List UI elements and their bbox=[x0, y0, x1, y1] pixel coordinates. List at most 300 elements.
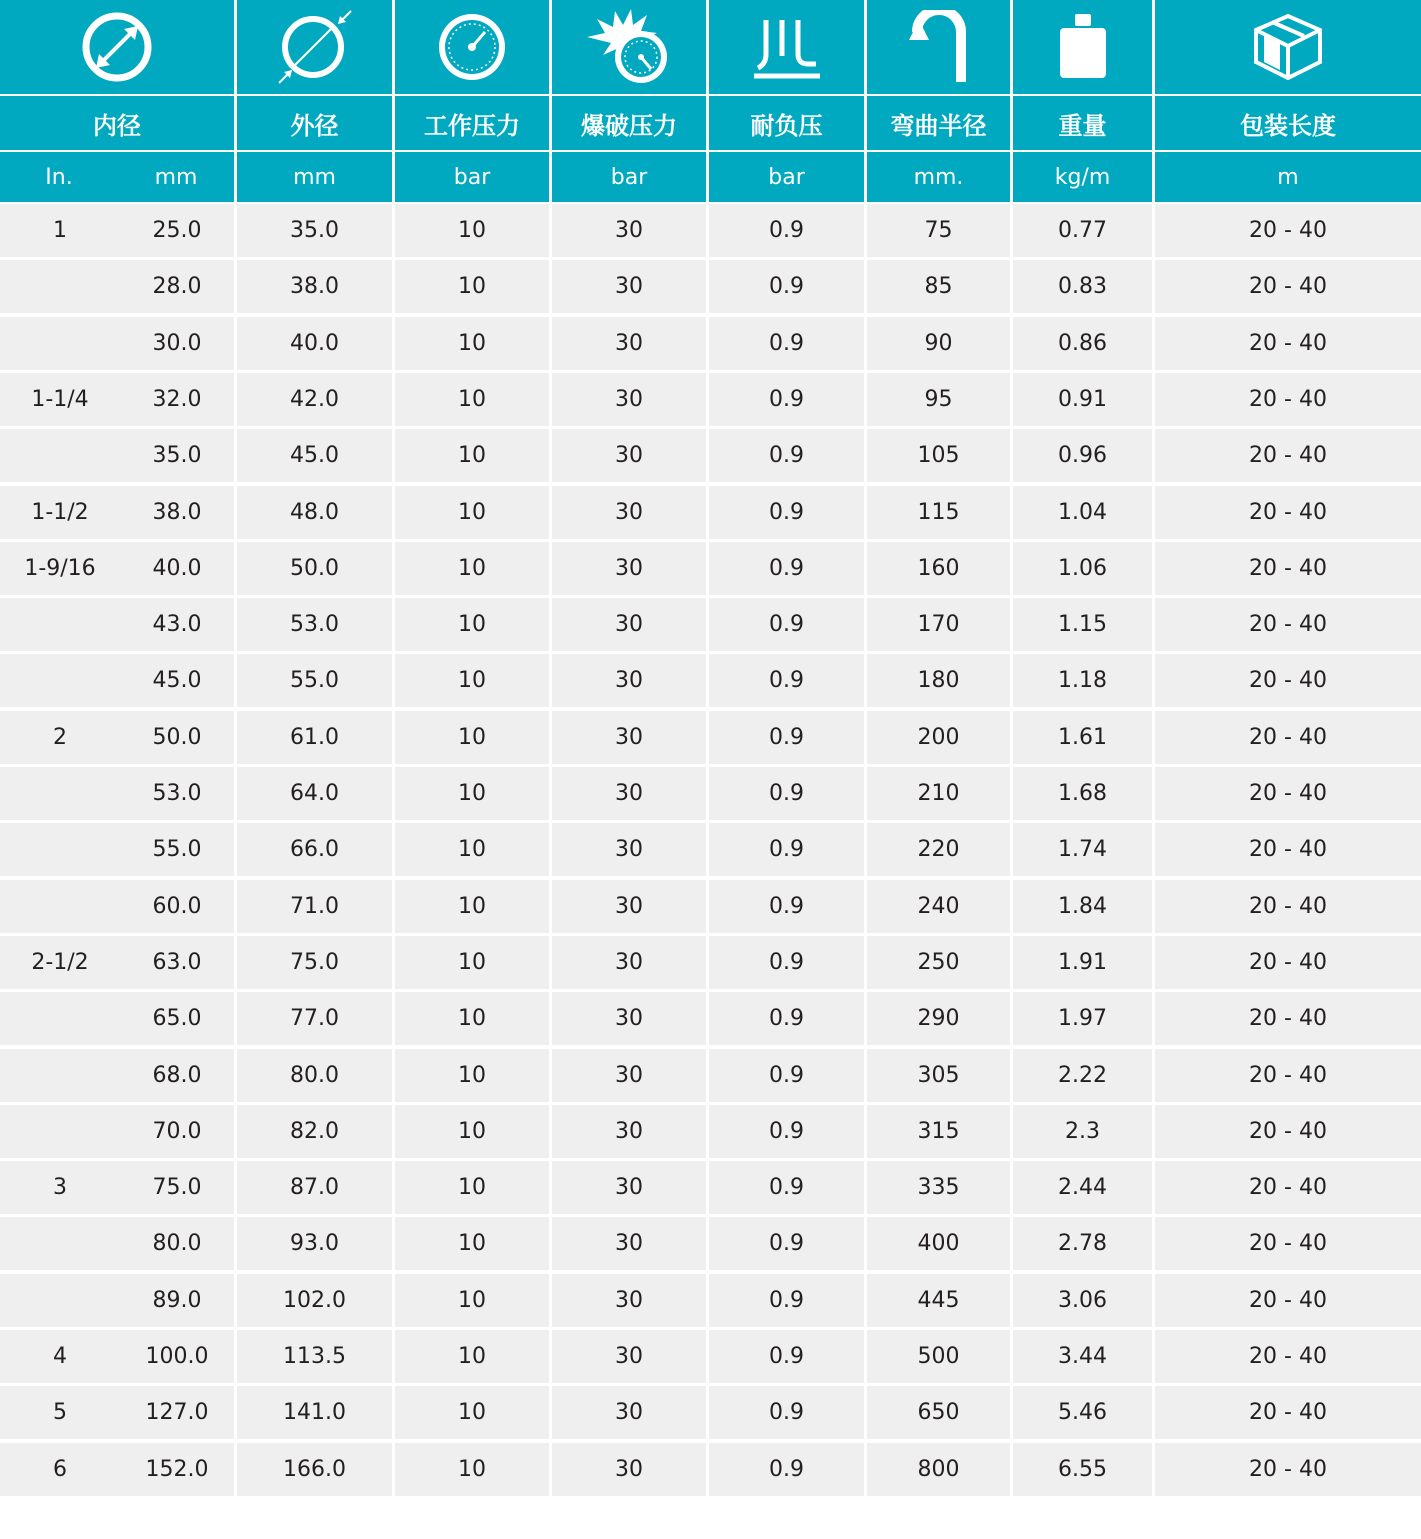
table-cell bbox=[0, 767, 120, 820]
table-cell bbox=[1013, 429, 1152, 482]
table-cell bbox=[1013, 992, 1152, 1045]
table-cell bbox=[552, 1105, 706, 1158]
table-cell bbox=[120, 429, 234, 482]
table-cell bbox=[1155, 936, 1421, 989]
table-cell bbox=[552, 767, 706, 820]
cell-value: 1.84 bbox=[1058, 894, 1107, 919]
table-cell bbox=[1155, 992, 1421, 1045]
cell-value: 1.15 bbox=[1058, 612, 1107, 637]
table-cell bbox=[552, 598, 706, 651]
cell-value: 6.55 bbox=[1058, 1457, 1107, 1482]
column-header-label: 内径 bbox=[93, 111, 141, 140]
table-cell bbox=[552, 936, 706, 989]
table-cell bbox=[395, 767, 549, 820]
inch-size: 1-9/16 bbox=[24, 556, 96, 581]
table-cell bbox=[552, 1443, 706, 1496]
cell-value: 50.0 bbox=[290, 556, 339, 581]
table-cell bbox=[709, 1217, 864, 1270]
table-cell bbox=[867, 880, 1010, 933]
table-cell bbox=[120, 1274, 234, 1327]
header-icon-cell bbox=[709, 0, 864, 94]
table-cell bbox=[395, 711, 549, 764]
cell-value: 85 bbox=[924, 274, 953, 299]
table-cell bbox=[867, 1330, 1010, 1383]
table-cell bbox=[552, 317, 706, 370]
table-cell bbox=[120, 1161, 234, 1214]
table-cell bbox=[709, 1274, 864, 1327]
table-cell bbox=[237, 992, 392, 1045]
cell-value: 38.0 bbox=[152, 500, 202, 525]
column-header-label: 弯曲半径 bbox=[890, 111, 987, 140]
table-cell bbox=[1155, 880, 1421, 933]
cell-value: 30 bbox=[615, 1119, 643, 1144]
table-cell bbox=[1155, 260, 1421, 313]
cell-value: 445 bbox=[917, 1288, 960, 1313]
unit-label: bar bbox=[610, 164, 648, 190]
unit-header bbox=[0, 152, 118, 202]
cell-value: 166.0 bbox=[283, 1457, 346, 1482]
cell-value: 0.9 bbox=[769, 1231, 804, 1256]
cell-value: 40.0 bbox=[152, 556, 202, 581]
cell-value: 200 bbox=[917, 725, 960, 750]
cell-value: 315 bbox=[917, 1119, 960, 1144]
header-icon-cell bbox=[867, 0, 1010, 94]
cell-value: 10 bbox=[458, 1400, 486, 1425]
table-cell bbox=[395, 204, 549, 257]
cell-value: 53.0 bbox=[290, 612, 339, 637]
weight-icon bbox=[1058, 14, 1108, 80]
cell-value: 1.74 bbox=[1058, 837, 1107, 862]
table-cell bbox=[867, 1105, 1010, 1158]
cell-value: 160 bbox=[917, 556, 960, 581]
table-cell bbox=[395, 1274, 549, 1327]
cell-value: 68.0 bbox=[152, 1063, 202, 1088]
table-cell bbox=[709, 1330, 864, 1383]
table-cell bbox=[0, 486, 120, 539]
table-cell bbox=[867, 204, 1010, 257]
table-cell bbox=[709, 204, 864, 257]
cell-value: 1.06 bbox=[1058, 556, 1107, 581]
table-cell bbox=[395, 373, 549, 426]
table-cell bbox=[1013, 1386, 1152, 1439]
cell-value: 30 bbox=[615, 1231, 643, 1256]
column-header bbox=[552, 96, 706, 150]
table-cell bbox=[1013, 1161, 1152, 1214]
table-cell bbox=[867, 992, 1010, 1045]
table-cell bbox=[1155, 204, 1421, 257]
cell-value: 30 bbox=[615, 668, 643, 693]
cell-value: 75.0 bbox=[290, 950, 339, 975]
cell-value: 0.9 bbox=[769, 1344, 804, 1369]
table-cell bbox=[552, 711, 706, 764]
table-cell bbox=[0, 1217, 120, 1270]
cell-value: 10 bbox=[458, 725, 486, 750]
table-cell bbox=[867, 1161, 1010, 1214]
table-cell bbox=[1013, 711, 1152, 764]
cell-value: 400 bbox=[917, 1231, 960, 1256]
table-cell bbox=[120, 204, 234, 257]
table-cell bbox=[120, 654, 234, 707]
cell-value: 64.0 bbox=[290, 781, 339, 806]
table-cell bbox=[120, 823, 234, 876]
cell-value: 20 - 40 bbox=[1249, 443, 1327, 468]
cell-value: 10 bbox=[458, 274, 486, 299]
cell-value: 10 bbox=[458, 443, 486, 468]
table-cell bbox=[552, 992, 706, 1045]
cell-value: 1.61 bbox=[1058, 725, 1107, 750]
cell-value: 20 - 40 bbox=[1249, 894, 1327, 919]
table-cell bbox=[1155, 1217, 1421, 1270]
table-cell bbox=[552, 1330, 706, 1383]
cell-value: 0.9 bbox=[769, 387, 804, 412]
cell-value: 10 bbox=[458, 1344, 486, 1369]
table-cell bbox=[395, 1330, 549, 1383]
table-cell bbox=[120, 598, 234, 651]
cell-value: 1.04 bbox=[1058, 500, 1107, 525]
cell-value: 20 - 40 bbox=[1249, 1231, 1327, 1256]
table-cell bbox=[237, 1386, 392, 1439]
cell-value: 10 bbox=[458, 894, 486, 919]
table-cell bbox=[1013, 317, 1152, 370]
table-cell bbox=[237, 823, 392, 876]
cell-value: 10 bbox=[458, 1457, 486, 1482]
table-cell bbox=[1155, 711, 1421, 764]
cell-value: 30 bbox=[615, 1400, 643, 1425]
table-cell bbox=[120, 936, 234, 989]
table-cell bbox=[552, 1049, 706, 1102]
table-cell bbox=[237, 429, 392, 482]
cell-value: 240 bbox=[917, 894, 960, 919]
unit-label: In. bbox=[45, 164, 73, 190]
table-cell bbox=[120, 992, 234, 1045]
cell-value: 0.9 bbox=[769, 725, 804, 750]
cell-value: 105 bbox=[917, 443, 960, 468]
cell-value: 800 bbox=[917, 1457, 960, 1482]
cell-value: 48.0 bbox=[290, 500, 339, 525]
table-cell bbox=[709, 317, 864, 370]
cell-value: 55.0 bbox=[152, 837, 202, 862]
cell-value: 0.9 bbox=[769, 1175, 804, 1200]
cell-value: 77.0 bbox=[290, 1006, 339, 1031]
table-cell bbox=[709, 1049, 864, 1102]
cell-value: 305 bbox=[917, 1063, 960, 1088]
table-cell bbox=[237, 204, 392, 257]
cell-value: 20 - 40 bbox=[1249, 1119, 1327, 1144]
cell-value: 10 bbox=[458, 1006, 486, 1031]
cell-value: 10 bbox=[458, 387, 486, 412]
table-cell bbox=[1013, 1330, 1152, 1383]
inch-size: 3 bbox=[53, 1175, 67, 1200]
table-cell bbox=[1013, 767, 1152, 820]
unit-label: kg/m bbox=[1054, 164, 1111, 190]
cell-value: 20 - 40 bbox=[1249, 781, 1327, 806]
table-cell bbox=[237, 1105, 392, 1158]
cell-value: 35.0 bbox=[152, 443, 202, 468]
cell-value: 3.06 bbox=[1058, 1288, 1107, 1313]
cell-value: 30 bbox=[615, 387, 643, 412]
cell-value: 210 bbox=[917, 781, 960, 806]
table-cell bbox=[867, 260, 1010, 313]
cell-value: 0.9 bbox=[769, 1063, 804, 1088]
cell-value: 115 bbox=[917, 500, 960, 525]
table-cell bbox=[120, 373, 234, 426]
unit-header bbox=[237, 152, 392, 202]
cell-value: 71.0 bbox=[290, 894, 339, 919]
table-cell bbox=[1013, 1217, 1152, 1270]
table-cell bbox=[1155, 654, 1421, 707]
cell-value: 10 bbox=[458, 218, 486, 243]
table-cell bbox=[709, 880, 864, 933]
table-cell bbox=[237, 598, 392, 651]
table-cell bbox=[709, 260, 864, 313]
table-cell bbox=[0, 1161, 120, 1214]
table-cell bbox=[1155, 1330, 1421, 1383]
column-header bbox=[709, 96, 864, 150]
table-cell bbox=[0, 1105, 120, 1158]
cell-value: 82.0 bbox=[290, 1119, 339, 1144]
table-cell bbox=[1155, 767, 1421, 820]
cell-value: 1.68 bbox=[1058, 781, 1107, 806]
table-cell bbox=[237, 373, 392, 426]
column-header bbox=[237, 96, 392, 150]
cell-value: 5.46 bbox=[1058, 1400, 1107, 1425]
cell-value: 30.0 bbox=[152, 331, 202, 356]
table-cell bbox=[0, 992, 120, 1045]
table-cell bbox=[1155, 1443, 1421, 1496]
cell-value: 20 - 40 bbox=[1249, 725, 1327, 750]
table-cell bbox=[120, 486, 234, 539]
table-cell bbox=[867, 1386, 1010, 1439]
cell-value: 0.9 bbox=[769, 1457, 804, 1482]
table-cell bbox=[1013, 373, 1152, 426]
cell-value: 20 - 40 bbox=[1249, 556, 1327, 581]
table-cell bbox=[237, 1217, 392, 1270]
cell-value: 0.9 bbox=[769, 500, 804, 525]
table-cell bbox=[395, 1443, 549, 1496]
table-cell bbox=[395, 654, 549, 707]
table-cell bbox=[552, 486, 706, 539]
table-cell bbox=[395, 936, 549, 989]
table-cell bbox=[237, 260, 392, 313]
table-cell bbox=[0, 880, 120, 933]
table-cell bbox=[0, 1274, 120, 1327]
cell-value: 20 - 40 bbox=[1249, 612, 1327, 637]
cell-value: 65.0 bbox=[152, 1006, 202, 1031]
cell-value: 0.9 bbox=[769, 1006, 804, 1031]
cell-value: 55.0 bbox=[290, 668, 339, 693]
table-cell bbox=[1013, 542, 1152, 595]
table-cell bbox=[867, 711, 1010, 764]
cell-value: 335 bbox=[917, 1175, 960, 1200]
inch-size: 1-1/4 bbox=[31, 387, 89, 412]
table-cell bbox=[709, 654, 864, 707]
cell-value: 0.9 bbox=[769, 443, 804, 468]
table-cell bbox=[395, 823, 549, 876]
cell-value: 75.0 bbox=[152, 1175, 202, 1200]
table-cell bbox=[1013, 1274, 1152, 1327]
table-cell bbox=[237, 1443, 392, 1496]
table-cell bbox=[552, 1386, 706, 1439]
cell-value: 0.9 bbox=[769, 837, 804, 862]
table-cell bbox=[867, 936, 1010, 989]
cell-value: 0.9 bbox=[769, 668, 804, 693]
table-cell bbox=[709, 823, 864, 876]
table-cell bbox=[1155, 373, 1421, 426]
cell-value: 20 - 40 bbox=[1249, 387, 1327, 412]
table-cell bbox=[395, 1161, 549, 1214]
cell-value: 0.9 bbox=[769, 894, 804, 919]
table-cell bbox=[1155, 542, 1421, 595]
cell-value: 30 bbox=[615, 1288, 643, 1313]
cell-value: 63.0 bbox=[152, 950, 202, 975]
cell-value: 87.0 bbox=[290, 1175, 339, 1200]
table-cell bbox=[237, 1049, 392, 1102]
cell-value: 20 - 40 bbox=[1249, 1457, 1327, 1482]
table-cell bbox=[237, 711, 392, 764]
cell-value: 20 - 40 bbox=[1249, 274, 1327, 299]
cell-value: 0.9 bbox=[769, 1119, 804, 1144]
cell-value: 2.22 bbox=[1058, 1063, 1107, 1088]
table-cell bbox=[395, 880, 549, 933]
table-cell bbox=[120, 767, 234, 820]
inch-size: 5 bbox=[53, 1400, 67, 1425]
table-cell bbox=[237, 767, 392, 820]
table-cell bbox=[0, 373, 120, 426]
cell-value: 80.0 bbox=[290, 1063, 339, 1088]
cell-value: 250 bbox=[917, 950, 960, 975]
table-cell bbox=[709, 767, 864, 820]
cell-value: 20 - 40 bbox=[1249, 1344, 1327, 1369]
cell-value: 80.0 bbox=[152, 1231, 202, 1256]
table-cell bbox=[120, 1105, 234, 1158]
header-icon-cell bbox=[1013, 0, 1152, 94]
table-cell bbox=[867, 429, 1010, 482]
table-cell bbox=[1013, 936, 1152, 989]
table-cell bbox=[709, 486, 864, 539]
unit-header bbox=[395, 152, 549, 202]
table-cell bbox=[120, 260, 234, 313]
cell-value: 2.78 bbox=[1058, 1231, 1107, 1256]
table-cell bbox=[0, 598, 120, 651]
table-cell bbox=[552, 429, 706, 482]
cell-value: 1.97 bbox=[1058, 1006, 1107, 1031]
cell-value: 30 bbox=[615, 331, 643, 356]
cell-value: 30 bbox=[615, 1063, 643, 1088]
table-cell bbox=[1155, 1105, 1421, 1158]
cell-value: 10 bbox=[458, 556, 486, 581]
cell-value: 0.9 bbox=[769, 218, 804, 243]
cell-value: 45.0 bbox=[290, 443, 339, 468]
column-header-label: 包装长度 bbox=[1240, 111, 1336, 140]
burst-gauge-icon bbox=[583, 7, 675, 87]
cell-value: 0.77 bbox=[1058, 218, 1107, 243]
table-cell bbox=[1013, 598, 1152, 651]
cell-value: 1.91 bbox=[1058, 950, 1107, 975]
cell-value: 30 bbox=[615, 894, 643, 919]
inch-size: 2-1/2 bbox=[31, 950, 89, 975]
table-cell bbox=[552, 654, 706, 707]
table-cell bbox=[552, 1274, 706, 1327]
cell-value: 30 bbox=[615, 443, 643, 468]
cell-value: 30 bbox=[615, 1344, 643, 1369]
vacuum-icon bbox=[752, 12, 822, 82]
cell-value: 10 bbox=[458, 1119, 486, 1144]
table-cell bbox=[0, 429, 120, 482]
table-cell bbox=[1155, 317, 1421, 370]
column-header-label: 重量 bbox=[1058, 111, 1107, 140]
table-cell bbox=[0, 1443, 120, 1496]
pressure-gauge-icon bbox=[435, 10, 509, 84]
cell-value: 20 - 40 bbox=[1249, 1063, 1327, 1088]
unit-label: bar bbox=[768, 164, 805, 190]
unit-label: mm bbox=[293, 164, 336, 190]
cell-value: 30 bbox=[615, 1457, 643, 1482]
table-cell bbox=[1013, 486, 1152, 539]
cell-value: 50.0 bbox=[152, 725, 202, 750]
table-cell bbox=[0, 654, 120, 707]
table-cell bbox=[1155, 1161, 1421, 1214]
table-cell bbox=[0, 1386, 120, 1439]
table-cell bbox=[0, 317, 120, 370]
table-cell bbox=[395, 1049, 549, 1102]
table-cell bbox=[120, 711, 234, 764]
cell-value: 10 bbox=[458, 781, 486, 806]
table-cell bbox=[1013, 880, 1152, 933]
cell-value: 113.5 bbox=[283, 1344, 346, 1369]
cell-value: 30 bbox=[615, 1006, 643, 1031]
table-cell bbox=[867, 598, 1010, 651]
cell-value: 141.0 bbox=[283, 1400, 346, 1425]
column-header bbox=[1155, 96, 1421, 150]
cell-value: 20 - 40 bbox=[1249, 500, 1327, 525]
table-cell bbox=[709, 1443, 864, 1496]
table-cell bbox=[120, 880, 234, 933]
cell-value: 0.9 bbox=[769, 612, 804, 637]
cell-value: 10 bbox=[458, 1063, 486, 1088]
cell-value: 30 bbox=[615, 725, 643, 750]
cell-value: 30 bbox=[615, 500, 643, 525]
table-cell bbox=[709, 1105, 864, 1158]
table-cell bbox=[552, 204, 706, 257]
cell-value: 152.0 bbox=[145, 1457, 209, 1482]
unit-header bbox=[118, 152, 234, 202]
cell-value: 3.44 bbox=[1058, 1344, 1107, 1369]
table-cell bbox=[237, 486, 392, 539]
unit-header bbox=[552, 152, 706, 202]
table-cell bbox=[552, 542, 706, 595]
header-icon-cell bbox=[395, 0, 549, 94]
table-cell bbox=[395, 598, 549, 651]
table-cell bbox=[552, 1161, 706, 1214]
cell-value: 1.18 bbox=[1058, 668, 1107, 693]
cell-value: 2.44 bbox=[1058, 1175, 1107, 1200]
cell-value: 61.0 bbox=[290, 725, 339, 750]
table-cell bbox=[237, 1330, 392, 1383]
table-cell bbox=[237, 1274, 392, 1327]
table-cell bbox=[0, 1330, 120, 1383]
table-cell bbox=[552, 373, 706, 426]
table-cell bbox=[120, 1217, 234, 1270]
table-cell bbox=[395, 992, 549, 1045]
table-cell bbox=[237, 936, 392, 989]
table-cell bbox=[709, 429, 864, 482]
table-cell bbox=[552, 880, 706, 933]
cell-value: 20 - 40 bbox=[1249, 1175, 1327, 1200]
table-cell bbox=[395, 486, 549, 539]
cell-value: 30 bbox=[615, 612, 643, 637]
cell-value: 32.0 bbox=[152, 387, 202, 412]
cell-value: 89.0 bbox=[152, 1288, 202, 1313]
